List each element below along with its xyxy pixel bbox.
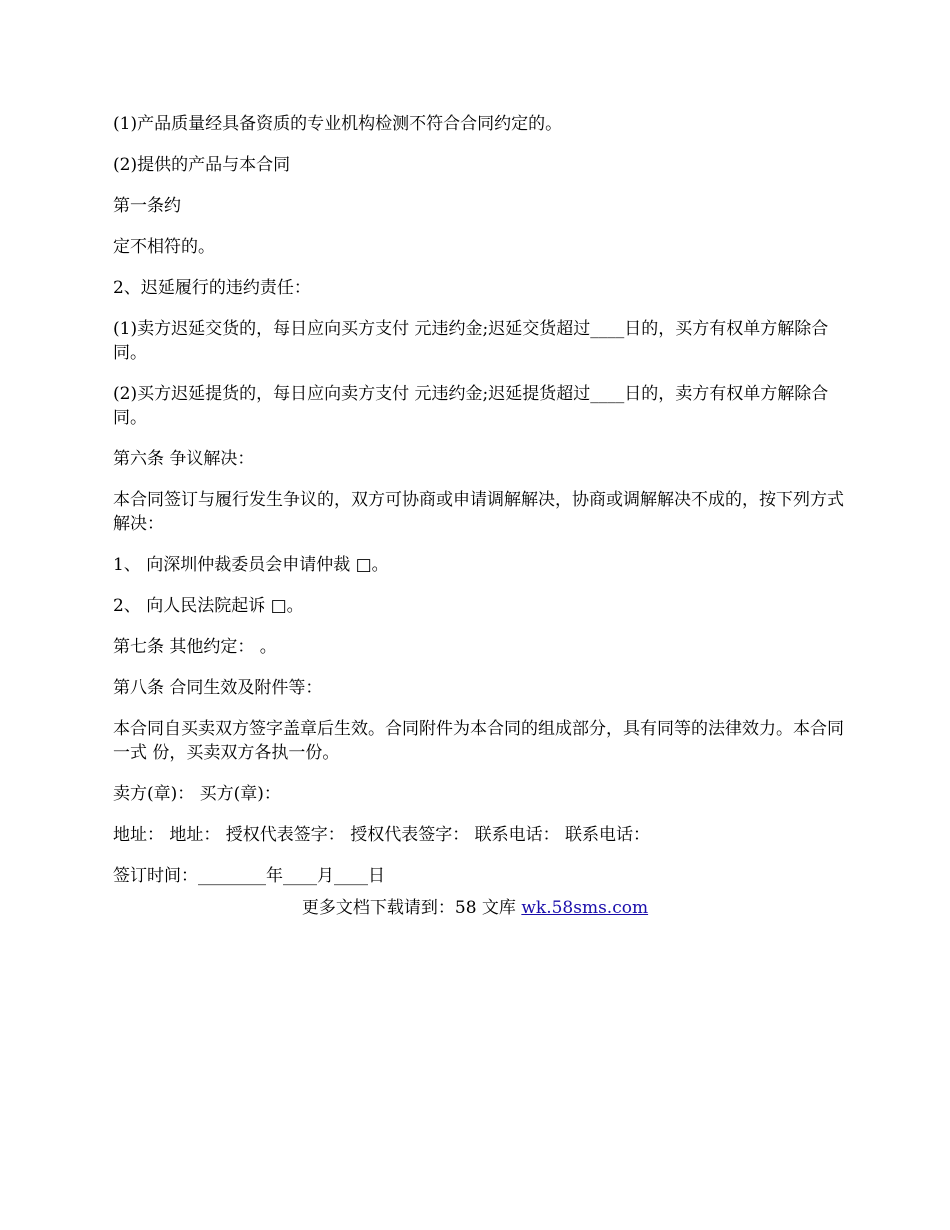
section-heading: 第七条 其他约定： 。 — [113, 637, 277, 657]
paragraph: 本合同签订与履行发生争议的，双方可协商或申请调解解决，协商或调解解决不成的，按下列方式解决： — [113, 490, 844, 534]
section-heading: 第六条 争议解决： — [113, 449, 255, 469]
section-heading: 第八条 合同生效及附件等： — [113, 678, 323, 698]
document-body — [113, 112, 853, 905]
list-item: 1、 向深圳仲裁委员会申请仲裁 □。 — [113, 555, 389, 575]
paragraph: 本合同自买卖双方签字盖章后生效。合同附件为本合同的组成部分，具有同等的法律效力。本合同一式 份，买卖双方各执一份。 — [113, 719, 844, 763]
paragraph: (2)提供的产品与本合同 — [113, 155, 291, 175]
footer-text: 更多文档下载请到：58 文库 — [301, 898, 522, 918]
paragraph: 2、迟延履行的违约责任： — [113, 278, 311, 298]
paragraph: 定不相符的。 — [113, 237, 215, 257]
list-item: 2、 向人民法院起诉 □。 — [113, 596, 304, 616]
footer-link[interactable]: wk.58sms.com — [521, 898, 649, 918]
paragraph: (1)产品质量经具备资质的专业机构检测不符合合同约定的。 — [113, 114, 563, 134]
signature-line: 卖方(章)： 买方(章)： — [113, 784, 281, 804]
address-line: 地址： 地址： 授权代表签字： 授权代表签字： 联系电话： 联系电话： — [113, 825, 651, 845]
paragraph: 第一条约 — [113, 196, 181, 216]
date-line: 签订时间：________年____月____日 — [113, 866, 385, 886]
paragraph: (1)卖方迟延交货的，每日应向买方支付 元违约金;迟延交货超过____日的，买方有权单方解除合同。 — [113, 319, 829, 363]
footer — [0, 896, 950, 920]
paragraph: (2)买方迟延提货的，每日应向卖方支付 元违约金;迟延提货超过____日的，卖方有权单方解除合同。 — [113, 384, 829, 428]
